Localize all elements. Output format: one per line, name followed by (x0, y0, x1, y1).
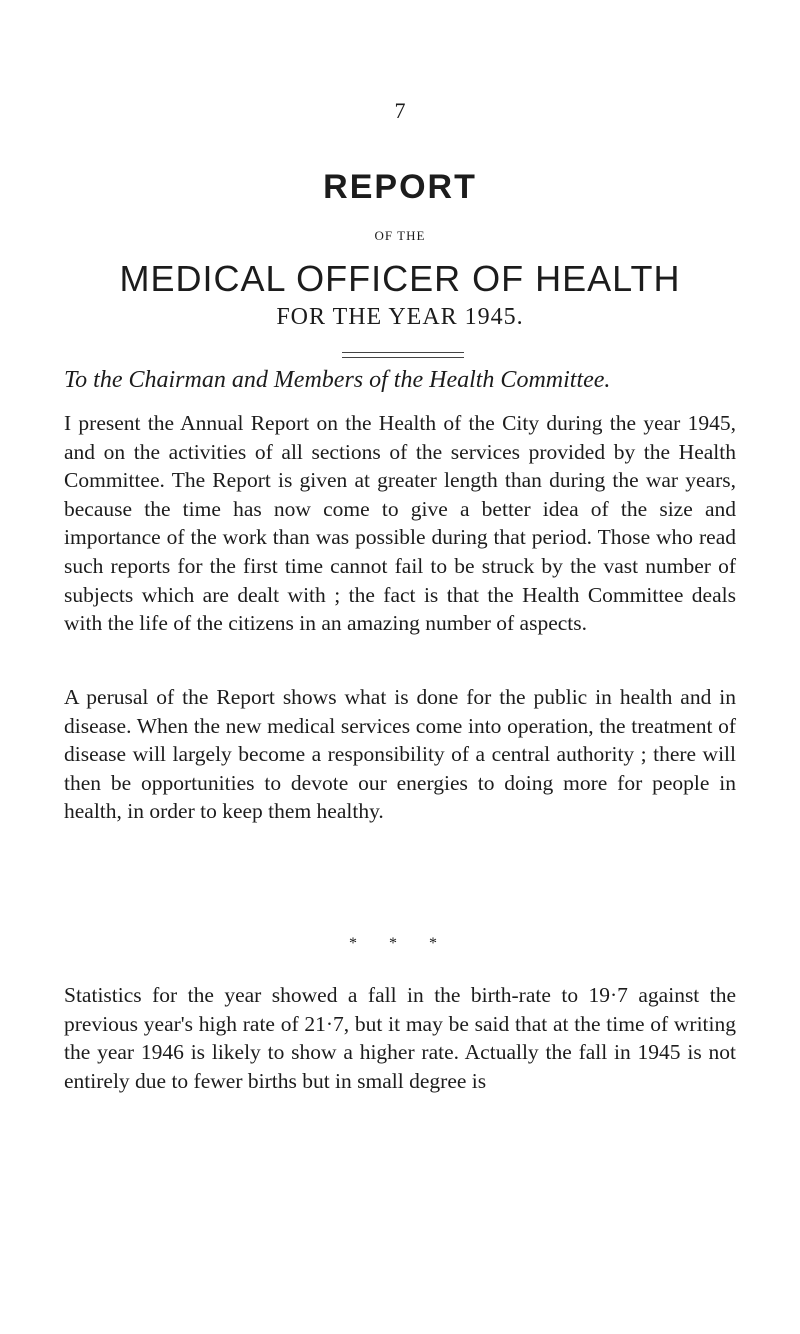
report-title: REPORT (323, 168, 477, 206)
title-of-the: OF THE (374, 228, 426, 243)
paragraph-perusal: A perusal of the Report shows what is done for the public in health and in disease. When the new medical services come into operation, the treatment of disease will largely become a responsibility of a central authority ; there will then be opportunities to devote our energies to doing more for people in health, in order to keep them healthy. (64, 685, 736, 824)
title-divider (342, 352, 464, 358)
report-year-title: FOR THE YEAR 1945. (276, 304, 524, 330)
section-separator: * * * (349, 935, 451, 952)
paragraph-statistics: Statistics for the year showed a fall in the birth-rate to 19·7 against the previous year's high rate of 21·7, but it may be said that at the time of writing the year 1946 is likely to show a higher rate. Actually the fall in 1945 is not entirely due to fewer births but in small degree is (64, 983, 736, 1093)
salutation: To the Chairman and Members of the Health Committee. (64, 367, 611, 393)
report-subject-title: MEDICAL OFFICER OF HEALTH (119, 258, 681, 299)
paragraph-intro: I present the Annual Report on the Health of the City during the year 1945, and on the activities of all sections of the services provided by the Health Committee. The Report is given at greater length than during the war years, because the time has now come to give a better idea of the size and importance of the work than was possible during that period. Those who read such reports for the first time cannot fail to be struck by the vast number of subjects which are dealt with ; the fact is that the Health Committee deals with the life of the citizens in an amazing number of aspects. (64, 411, 736, 636)
page-number: 7 (394, 98, 406, 123)
